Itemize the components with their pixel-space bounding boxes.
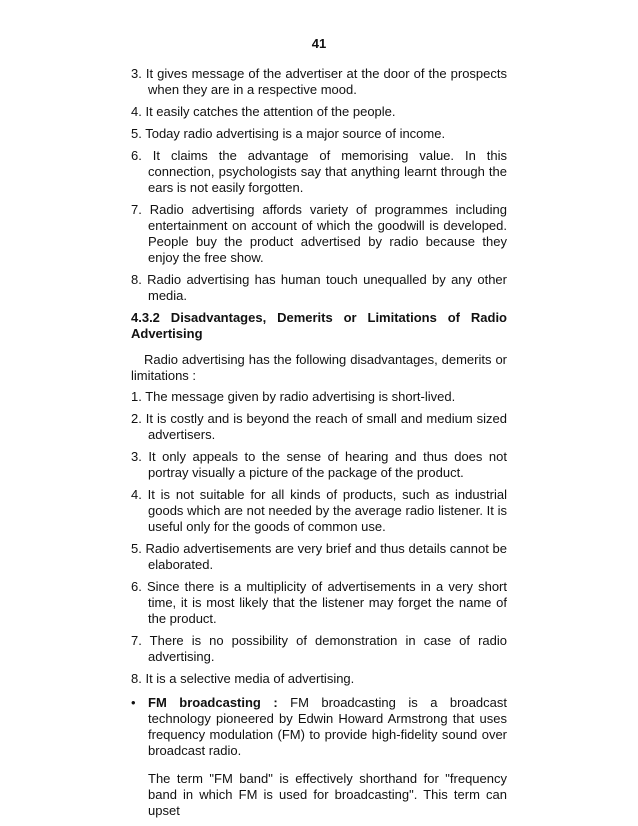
list-item: 8. It is a selective media of advertising. — [131, 671, 355, 686]
list-item: 3. It gives message of the advertiser at the door of the prospects when they are in a respective mood. — [131, 66, 507, 97]
bullet-icon: • — [131, 695, 136, 710]
list-item: 1. The message given by radio advertising is short-lived. — [131, 389, 456, 404]
page-number: 41 — [311, 36, 327, 51]
section-heading: 4.3.2 Disadvantages, Demerits or Limitations of Radio Advertising — [131, 310, 507, 341]
list-item: 4. It is not suitable for all kinds of products, such as industrial goods which are not needed by the average radio listener. It is useful only for the goods of common use. — [131, 487, 507, 534]
list-item: 4. It easily catches the attention of the people. — [131, 104, 396, 119]
list-item: 8. Radio advertising has human touch unequalled by any other media. — [131, 272, 507, 303]
final-paragraph: The term "FM band" is effectively shorthand for "frequency band in which FM is used for broadcasting". This term can upset — [148, 771, 507, 818]
disadvantages-list — [131, 389, 507, 687]
fm-broadcasting-bullet — [131, 695, 507, 759]
list-item: 3. It only appeals to the sense of hearing and thus does not portray visually a picture of the package of the product. — [131, 449, 507, 480]
advantages-list — [131, 66, 507, 304]
page-content — [131, 66, 507, 819]
bullet-term: FM broadcasting : — [148, 695, 278, 710]
list-item: 7. There is no possibility of demonstration in case of radio advertising. — [131, 633, 507, 664]
intro-paragraph: Radio advertising has the following disadvantages, demerits or limitations : — [131, 352, 507, 383]
list-item: 6. Since there is a multiplicity of advertisements in a very short time, it is most likely that the listener may forget the name of the product. — [131, 579, 507, 626]
bullet-text: FM broadcasting is a broadcast technology pioneered by Edwin Howard Armstrong that uses frequency modulation (FM) to provide high-fidelity sound over broadcast radio. — [148, 695, 507, 758]
list-item: 5. Today radio advertising is a major source of income. — [131, 126, 446, 141]
list-item: 2. It is costly and is beyond the reach of small and medium sized advertisers. — [131, 411, 507, 442]
list-item: 7. Radio advertising affords variety of programmes including entertainment on account of which the goodwill is developed. People buy the product advertised by radio because they enjoy the free show. — [131, 202, 507, 265]
list-item: 6. It claims the advantage of memorising value. In this connection, psychologists say that anything learnt through the ears is not easily forgotten. — [131, 148, 507, 195]
list-item: 5. Radio advertisements are very brief and thus details cannot be elaborated. — [131, 541, 507, 572]
